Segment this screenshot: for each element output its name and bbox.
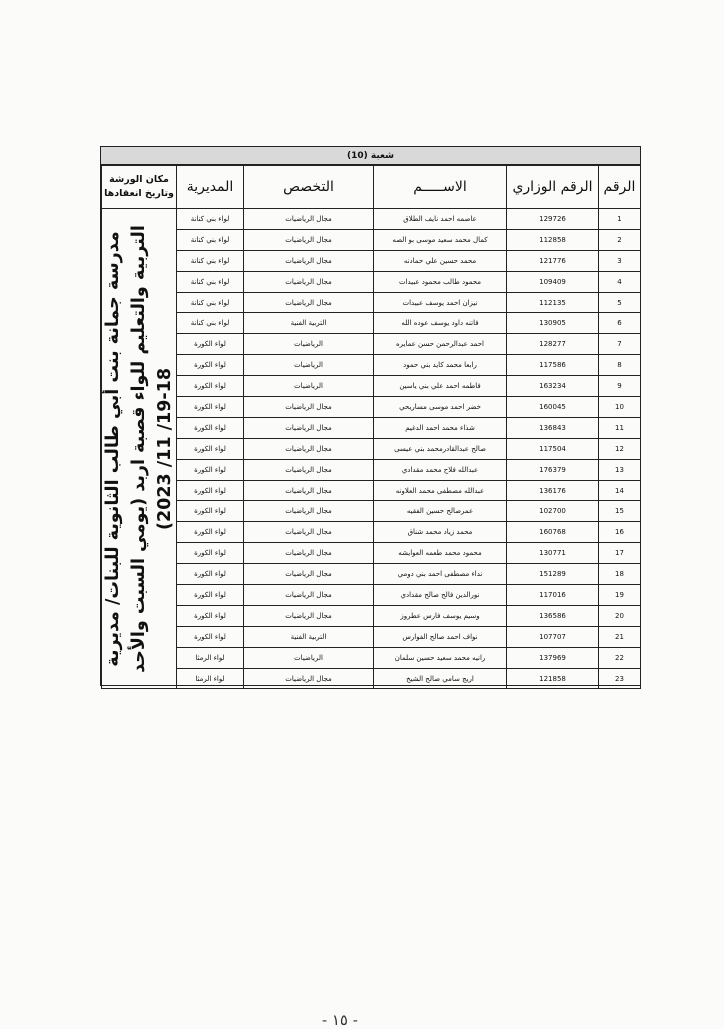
cell-directorate: لواء بني كنانة — [177, 229, 244, 250]
cell-directorate: لواء بني كنانة — [177, 313, 244, 334]
cell-ministry-id: 128277 — [507, 334, 599, 355]
cell-ministry-id: 112135 — [507, 292, 599, 313]
cell-directorate: لواء بني كنانة — [177, 292, 244, 313]
cell-name: نواف احمد صالح الفوارس — [374, 626, 507, 647]
cell-name: نداء مصطفى احمد بني دومي — [374, 564, 507, 585]
cell-directorate: لواء الكورة — [177, 585, 244, 606]
table-row — [102, 209, 641, 230]
table-row — [102, 480, 641, 501]
cell-number: 10 — [599, 397, 641, 418]
table-row — [102, 229, 641, 250]
cell-number: 22 — [599, 647, 641, 668]
cell-directorate: لواء الكورة — [177, 626, 244, 647]
table-row — [102, 501, 641, 522]
cell-number: 4 — [599, 271, 641, 292]
cell-specialty: مجال الرياضيات — [244, 543, 374, 564]
cell-name: وسيم يوسف فارس عطروز — [374, 605, 507, 626]
header-venue: مكان الورشة وتاريخ انعقادها — [102, 166, 177, 209]
cell-ministry-id: 137969 — [507, 647, 599, 668]
cell-ministry-id: 130905 — [507, 313, 599, 334]
table-row — [102, 397, 641, 418]
cell-directorate: لواء الكورة — [177, 501, 244, 522]
cell-specialty: الرياضيات — [244, 376, 374, 397]
cell-name: كمال محمد سعيد موسى بو الصه — [374, 229, 507, 250]
cell-ministry-id: 117504 — [507, 438, 599, 459]
cell-number: 6 — [599, 313, 641, 334]
cell-ministry-id: 109409 — [507, 271, 599, 292]
cell-directorate: لواء الكورة — [177, 480, 244, 501]
cell-specialty: مجال الرياضيات — [244, 564, 374, 585]
cell-specialty: مجال الرياضيات — [244, 585, 374, 606]
cell-directorate: لواء الكورة — [177, 417, 244, 438]
table-row — [102, 292, 641, 313]
cell-number: 8 — [599, 355, 641, 376]
cell-number: 18 — [599, 564, 641, 585]
cell-specialty: التربية الفنية — [244, 626, 374, 647]
cell-directorate: لواء الكورة — [177, 376, 244, 397]
cell-directorate: لواء الكورة — [177, 564, 244, 585]
cell-directorate: لواء الكورة — [177, 355, 244, 376]
cell-number: 16 — [599, 522, 641, 543]
table-row — [102, 355, 641, 376]
cell-ministry-id: 160768 — [507, 522, 599, 543]
cell-number: 23 — [599, 668, 641, 689]
cell-specialty: الرياضيات — [244, 647, 374, 668]
cell-number: 2 — [599, 229, 641, 250]
cell-specialty: مجال الرياضيات — [244, 250, 374, 271]
cell-number: 17 — [599, 543, 641, 564]
cell-specialty: مجال الرياضيات — [244, 438, 374, 459]
table-row — [102, 626, 641, 647]
table-row — [102, 376, 641, 397]
cell-name: نورالدين فالح صالح مقدادي — [374, 585, 507, 606]
cell-number: 1 — [599, 209, 641, 230]
cell-ministry-id: 176379 — [507, 459, 599, 480]
cell-specialty: مجال الرياضيات — [244, 459, 374, 480]
cell-number: 21 — [599, 626, 641, 647]
cell-number: 20 — [599, 605, 641, 626]
cell-name: صالح عبدالقادرمحمد بني عيسى — [374, 438, 507, 459]
cell-specialty: مجال الرياضيات — [244, 501, 374, 522]
cell-specialty: مجال الرياضيات — [244, 480, 374, 501]
cell-specialty: مجال الرياضيات — [244, 292, 374, 313]
cell-specialty: مجال الرياضيات — [244, 397, 374, 418]
cell-name: احمد عبدالرحمن حسن عمايره — [374, 334, 507, 355]
cell-directorate: لواء بني كنانة — [177, 271, 244, 292]
cell-number: 9 — [599, 376, 641, 397]
cell-ministry-id: 136176 — [507, 480, 599, 501]
header-directorate: المديرية — [177, 166, 244, 209]
cell-number: 7 — [599, 334, 641, 355]
cell-ministry-id: 117016 — [507, 585, 599, 606]
table-row — [102, 417, 641, 438]
table-row — [102, 647, 641, 668]
cell-number: 15 — [599, 501, 641, 522]
cell-number: 12 — [599, 438, 641, 459]
cell-ministry-id: 107707 — [507, 626, 599, 647]
section-title: شعبة (10) — [101, 147, 640, 165]
table-row — [102, 522, 641, 543]
cell-ministry-id: 121776 — [507, 250, 599, 271]
cell-name: اريج سامي صالح الشيخ — [374, 668, 507, 689]
cell-specialty: مجال الرياضيات — [244, 271, 374, 292]
page-number: - ١٥ - — [322, 1011, 358, 1029]
cell-ministry-id: 129726 — [507, 209, 599, 230]
cell-ministry-id: 136843 — [507, 417, 599, 438]
cell-number: 14 — [599, 480, 641, 501]
table-row — [102, 334, 641, 355]
venue-cell — [102, 209, 177, 689]
table-row — [102, 438, 641, 459]
table-row — [102, 668, 641, 689]
cell-number: 19 — [599, 585, 641, 606]
cell-directorate: لواء الكورة — [177, 543, 244, 564]
cell-ministry-id: 112858 — [507, 229, 599, 250]
header-number: الرقم — [599, 166, 641, 209]
cell-name: فاطمه احمد علي بني ياسين — [374, 376, 507, 397]
cell-ministry-id: 102700 — [507, 501, 599, 522]
table-row — [102, 543, 641, 564]
table-row — [102, 459, 641, 480]
cell-name: شذاء محمد احمد الدغيم — [374, 417, 507, 438]
cell-number: 5 — [599, 292, 641, 313]
cell-name: محمود محمد طعمه العوايشه — [374, 543, 507, 564]
cell-name: عمرصالح حسين الفقيه — [374, 501, 507, 522]
cell-number: 11 — [599, 417, 641, 438]
cell-number: 3 — [599, 250, 641, 271]
cell-directorate: لواء الكورة — [177, 605, 244, 626]
header-name: الاســـــم — [374, 166, 507, 209]
cell-name: محمود طالب محمود عبيدات — [374, 271, 507, 292]
table-row — [102, 250, 641, 271]
cell-specialty: مجال الرياضيات — [244, 417, 374, 438]
table-row — [102, 564, 641, 585]
cell-directorate: لواء الكورة — [177, 438, 244, 459]
cell-specialty: الرياضيات — [244, 334, 374, 355]
table-row — [102, 585, 641, 606]
cell-specialty: مجال الرياضيات — [244, 668, 374, 689]
cell-name: عبدالله فلاح محمد مقدادي — [374, 459, 507, 480]
header-row — [102, 166, 641, 209]
cell-ministry-id: 117586 — [507, 355, 599, 376]
cell-name: نيزان احمد يوسف عبيدات — [374, 292, 507, 313]
header-specialty: التخصص — [244, 166, 374, 209]
cell-name: فاتنه داود يوسف عوده الله — [374, 313, 507, 334]
cell-directorate: لواء الكورة — [177, 459, 244, 480]
cell-number: 13 — [599, 459, 641, 480]
cell-specialty: مجال الرياضيات — [244, 522, 374, 543]
cell-name: عاصمه احمد نايف الطلاق — [374, 209, 507, 230]
cell-specialty: مجال الرياضيات — [244, 605, 374, 626]
cell-name: محمد زياد محمد شناق — [374, 522, 507, 543]
cell-ministry-id: 160045 — [507, 397, 599, 418]
cell-name: رانيه محمد سعيد حسين سلمان — [374, 647, 507, 668]
cell-directorate: لواء الرمثا — [177, 647, 244, 668]
cell-directorate: لواء بني كنانة — [177, 209, 244, 230]
cell-name: محمد حسين علي حمادنه — [374, 250, 507, 271]
cell-name: رابعا محمد كايد بني حمود — [374, 355, 507, 376]
table-row — [102, 313, 641, 334]
participants-sheet — [100, 146, 641, 686]
cell-directorate: لواء الكورة — [177, 397, 244, 418]
cell-directorate: لواء الرمثا — [177, 668, 244, 689]
header-ministry-id: الرقم الوزاري — [507, 166, 599, 209]
table-body — [102, 209, 641, 689]
table-row — [102, 271, 641, 292]
cell-ministry-id: 121858 — [507, 668, 599, 689]
cell-directorate: لواء الكورة — [177, 522, 244, 543]
cell-specialty: التربية الفنية — [244, 313, 374, 334]
cell-ministry-id: 151289 — [507, 564, 599, 585]
cell-name: خضر احمد موسى مساريحي — [374, 397, 507, 418]
cell-specialty: مجال الرياضيات — [244, 209, 374, 230]
cell-specialty: الرياضيات — [244, 355, 374, 376]
cell-ministry-id: 136586 — [507, 605, 599, 626]
cell-name: عبدالله مصطفى محمد العلاونه — [374, 480, 507, 501]
cell-ministry-id: 130771 — [507, 543, 599, 564]
venue-text: مدرسة جمانة بنت أبي طالب الثانوية للبنات/ مديرية التربية والتعليم للواء قصبة اربد (يومي السبت والأحد 18-19/ 11/ 2023) — [103, 224, 175, 673]
participants-table — [101, 165, 641, 689]
cell-directorate: لواء الكورة — [177, 334, 244, 355]
cell-specialty: مجال الرياضيات — [244, 229, 374, 250]
cell-ministry-id: 163234 — [507, 376, 599, 397]
cell-directorate: لواء بني كنانة — [177, 250, 244, 271]
table-row — [102, 605, 641, 626]
